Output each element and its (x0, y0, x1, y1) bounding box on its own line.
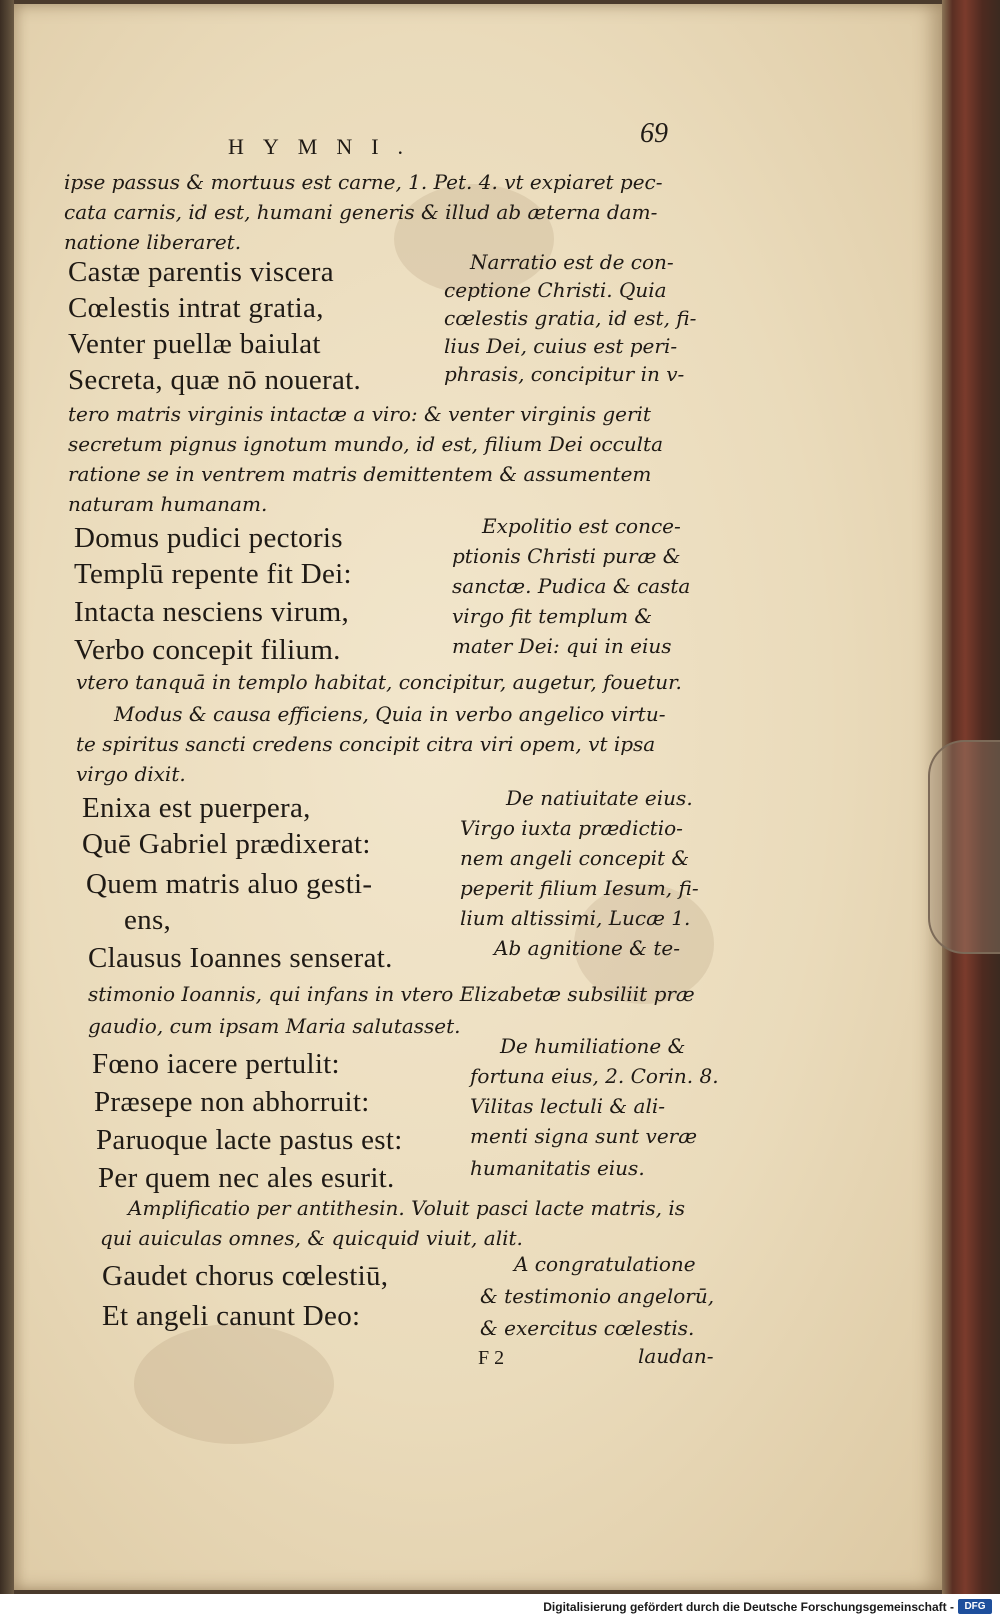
gloss-line: humanitatis eius. (470, 1156, 645, 1180)
verse-line: Enixa est puerpera, (82, 792, 311, 824)
text-line: cata carnis, id est, humani generis & illud ab æterna dam- (64, 200, 658, 224)
gloss-line: Expolitio est conce- (482, 514, 681, 538)
gloss-line: & exercitus cœlestis. (480, 1316, 695, 1340)
verse-line: Paruoque lacte pastus est: (96, 1124, 403, 1156)
gloss-line: cœlestis gratia, id est, fi- (444, 306, 697, 330)
text-line: vtero tanquā in templo habitat, concipitur, augetur, fouetur. (76, 670, 682, 694)
text-line: ipse passus & mortuus est carne, 1. Pet. 4. vt expiaret pec- (64, 170, 663, 194)
gloss-line: fortuna eius, 2. Corin. 8. (470, 1064, 719, 1088)
gloss-line: Vilitas lectuli & ali- (470, 1094, 665, 1118)
text-line: stimonio Ioannis, qui infans in vtero Elizabetæ subsiliit præ (88, 982, 695, 1006)
gloss-line: lium altissimi, Lucæ 1. (460, 906, 691, 930)
text-line: gaudio, cum ipsam Maria salutasset. (88, 1014, 461, 1038)
gloss-line: ceptione Christi. Quia (444, 278, 667, 302)
verse-line: Castæ parentis viscera (68, 256, 334, 288)
gloss-line: De natiuitate eius. (506, 786, 693, 810)
catchword: laudan- (638, 1344, 714, 1368)
gloss-line: mater Dei: qui in eius (452, 634, 672, 658)
signature-mark: F 2 (478, 1347, 505, 1369)
verse-line: Cœlestis intrat gratia, (68, 292, 324, 324)
verse-line: Intacta nesciens virum, (74, 596, 350, 628)
text-line: qui auiculas omnes, & quicquid viuit, alit. (100, 1226, 523, 1250)
verse-line: Templū repente fit Dei: (74, 558, 352, 590)
verse-line: Quem matris aluo gesti- (86, 868, 373, 900)
text-line: Amplificatio per antithesin. Voluit pasci lacte matris, is (128, 1196, 686, 1220)
text-line: secretum pignus ignotum mundo, id est, filium Dei occulta (68, 432, 664, 456)
verse-line: Secreta, quæ nō nouerat. (68, 364, 362, 396)
gloss-line: virgo fit templum & (452, 604, 653, 628)
running-head: HYMNI. (228, 134, 423, 159)
verse-line: Verbo concepit filium. (74, 634, 341, 666)
gloss-line: sanctæ. Pudica & casta (452, 574, 691, 598)
foxing-spot (134, 1324, 334, 1444)
gloss-line: phrasis, concipitur in v- (444, 362, 685, 386)
verse-line: Præsepe non abhorruit: (94, 1086, 370, 1118)
text-line: te spiritus sancti credens concipit citra viri opem, vt ipsa (76, 732, 656, 756)
text-line: Modus & causa efficiens, Quia in verbo angelico virtu- (114, 702, 666, 726)
verse-line: Fœno iacere pertulit: (92, 1048, 340, 1080)
verse-line: Clausus Ioannes senserat. (88, 942, 393, 974)
book-clasp (928, 740, 1000, 954)
footer-bar (0, 1594, 1000, 1620)
page-number: 69 (640, 118, 668, 149)
gloss-line: menti signa sunt veræ (470, 1124, 698, 1148)
gloss-line: nem angeli concepit & (460, 846, 690, 870)
dfg-logo: DFG (958, 1599, 992, 1614)
verse-line: Et angeli canunt Deo: (102, 1300, 361, 1332)
gloss-line: lius Dei, cuius est peri- (444, 334, 678, 358)
verse-line: Venter puellæ baiulat (68, 328, 321, 360)
text-line: naturam humanam. (68, 492, 268, 516)
verse-line: Quē Gabriel prædixerat: (82, 828, 371, 860)
digitization-credit: Digitalisierung gefördert durch die Deutsche Forschungsgemeinschaft - (543, 1600, 954, 1614)
gloss-line: De humiliatione & (500, 1034, 686, 1058)
text-line: ratione se in ventrem matris demittentem & assumentem (68, 462, 652, 486)
verse-line: Per quem nec ales esurit. (98, 1162, 395, 1194)
verse-line: Gaudet chorus cœlestiū, (102, 1260, 389, 1292)
text-line: tero matris virginis intactæ a viro: & venter virginis gerit (68, 402, 651, 426)
gloss-line: Virgo iuxta prædictio- (460, 816, 683, 840)
book-page (14, 4, 942, 1590)
gloss-line: A congratulatione (514, 1252, 696, 1276)
gloss-line: Ab agnitione & te- (494, 936, 680, 960)
verse-line: Domus pudici pectoris (74, 522, 343, 554)
text-line: natione liberaret. (64, 230, 242, 254)
gloss-line: ptionis Christi puræ & (452, 544, 681, 568)
verse-line: ens, (124, 904, 172, 936)
gloss-line: & testimonio angelorū, (480, 1284, 715, 1308)
gloss-line: Narratio est de con- (470, 250, 674, 274)
text-line: virgo dixit. (76, 762, 186, 786)
binding-edge-left (0, 0, 14, 1594)
gloss-line: peperit filium Iesum, fi- (460, 876, 699, 900)
